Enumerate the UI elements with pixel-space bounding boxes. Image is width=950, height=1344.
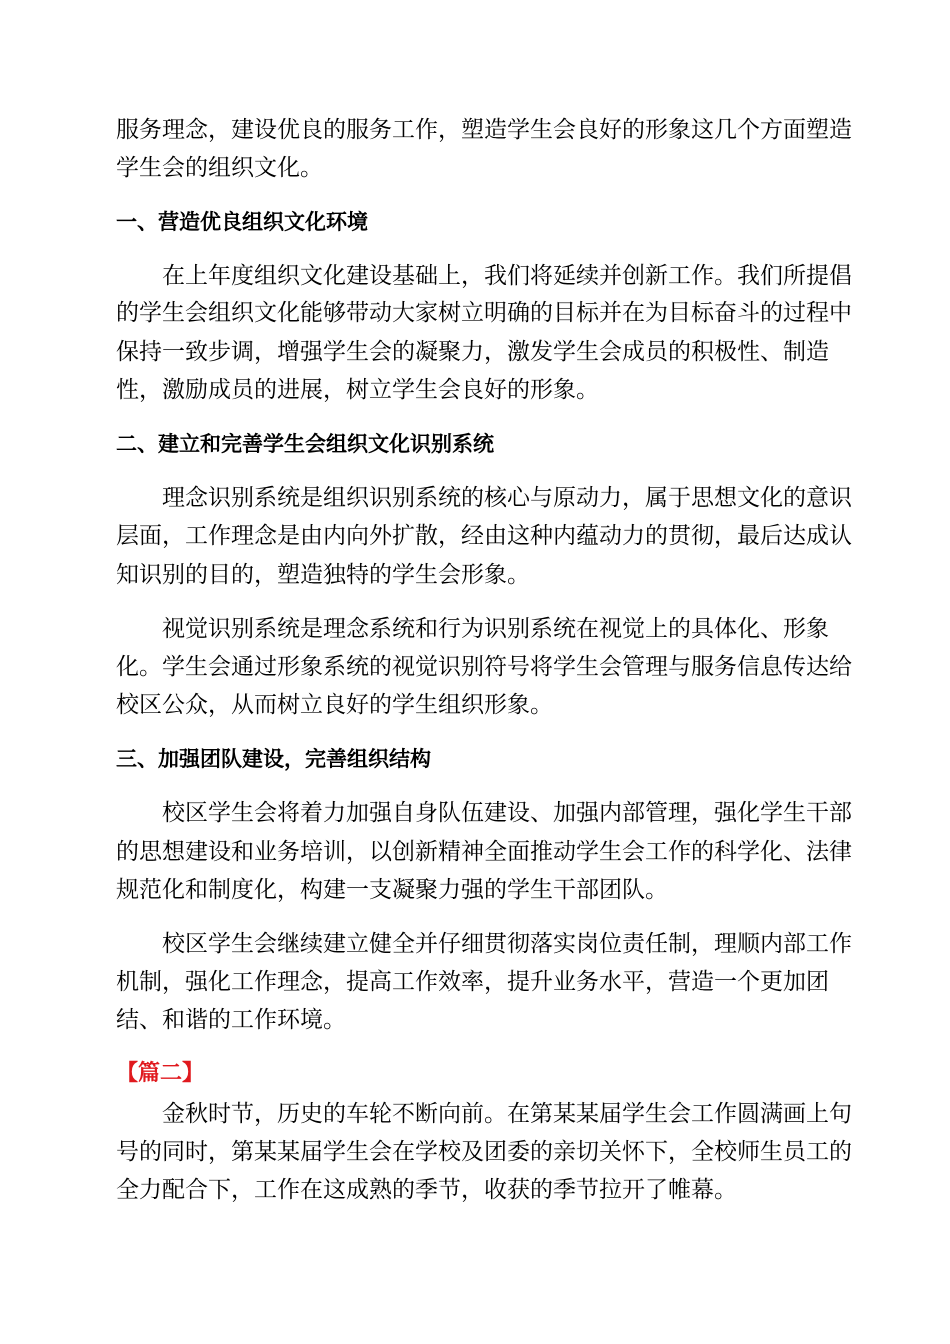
section-heading-3: 三、加强团队建设，完善组织结构 bbox=[116, 747, 431, 771]
paragraph-line: 学生会的组织文化。 bbox=[116, 155, 323, 181]
paragraph-line: 服务理念，建设优良的服务工作，塑造学生会良好的形象这几个方面塑造 bbox=[116, 117, 852, 143]
paragraph-line: 视觉识别系统是理念系统和行为识别系统在视觉上的具体化、形象 bbox=[162, 616, 829, 642]
paragraph-line: 规范化和制度化，构建一支凝聚力强的学生干部团队。 bbox=[116, 877, 668, 903]
paragraph-line: 机制，强化工作理念，提高工作效率，提升业务水平，营造一个更加团 bbox=[116, 969, 829, 995]
paragraph-line: 化。学生会通过形象系统的视觉识别符号将学生会管理与服务信息传达给 bbox=[116, 654, 852, 680]
paragraph-line: 校区学生会将着力加强自身队伍建设、加强内部管理，强化学生干部 bbox=[162, 800, 852, 826]
paragraph-line: 号的同时，第某某届学生会在学校及团委的亲切关怀下，全校师生员工的 bbox=[116, 1139, 852, 1165]
paragraph-line: 性，激励成员的进展，树立学生会良好的形象。 bbox=[116, 377, 599, 403]
paragraph-line: 的学生会组织文化能够带动大家树立明确的目标并在为目标奋斗的过程中 bbox=[116, 300, 852, 326]
paragraph-line: 的思想建设和业务培训，以创新精神全面推动学生会工作的科学化、法律 bbox=[116, 839, 852, 865]
paragraph-line: 知识别的目的，塑造独特的学生会形象。 bbox=[116, 562, 530, 588]
paragraph-line: 全力配合下，工作在这成熟的季节，收获的季节拉开了帷幕。 bbox=[116, 1177, 737, 1203]
section-heading-1: 一、营造优良组织文化环境 bbox=[116, 210, 368, 234]
section-marker: 【篇二】 bbox=[116, 1061, 205, 1086]
paragraph-line: 在上年度组织文化建设基础上，我们将延续并创新工作。我们所提倡 bbox=[162, 263, 852, 289]
section-heading-2: 二、建立和完善学生会组织文化识别系统 bbox=[116, 432, 494, 456]
paragraph-line: 保持一致步调，增强学生会的凝聚力，激发学生会成员的积极性、制造 bbox=[116, 339, 829, 365]
paragraph-line: 校区学生会继续建立健全并仔细贯彻落实岗位责任制，理顺内部工作 bbox=[162, 931, 852, 957]
paragraph-line: 校区公众，从而树立良好的学生组织形象。 bbox=[116, 692, 553, 718]
paragraph-line: 结、和谐的工作环境。 bbox=[116, 1007, 346, 1033]
paragraph-line: 理念识别系统是组织识别系统的核心与原动力，属于思想文化的意识 bbox=[162, 485, 852, 511]
paragraph-line: 层面，工作理念是由内向外扩散，经由这种内蕴动力的贯彻，最后达成认 bbox=[116, 523, 852, 549]
paragraph-line: 金秋时节，历史的车轮不断向前。在第某某届学生会工作圆满画上句 bbox=[162, 1101, 852, 1127]
